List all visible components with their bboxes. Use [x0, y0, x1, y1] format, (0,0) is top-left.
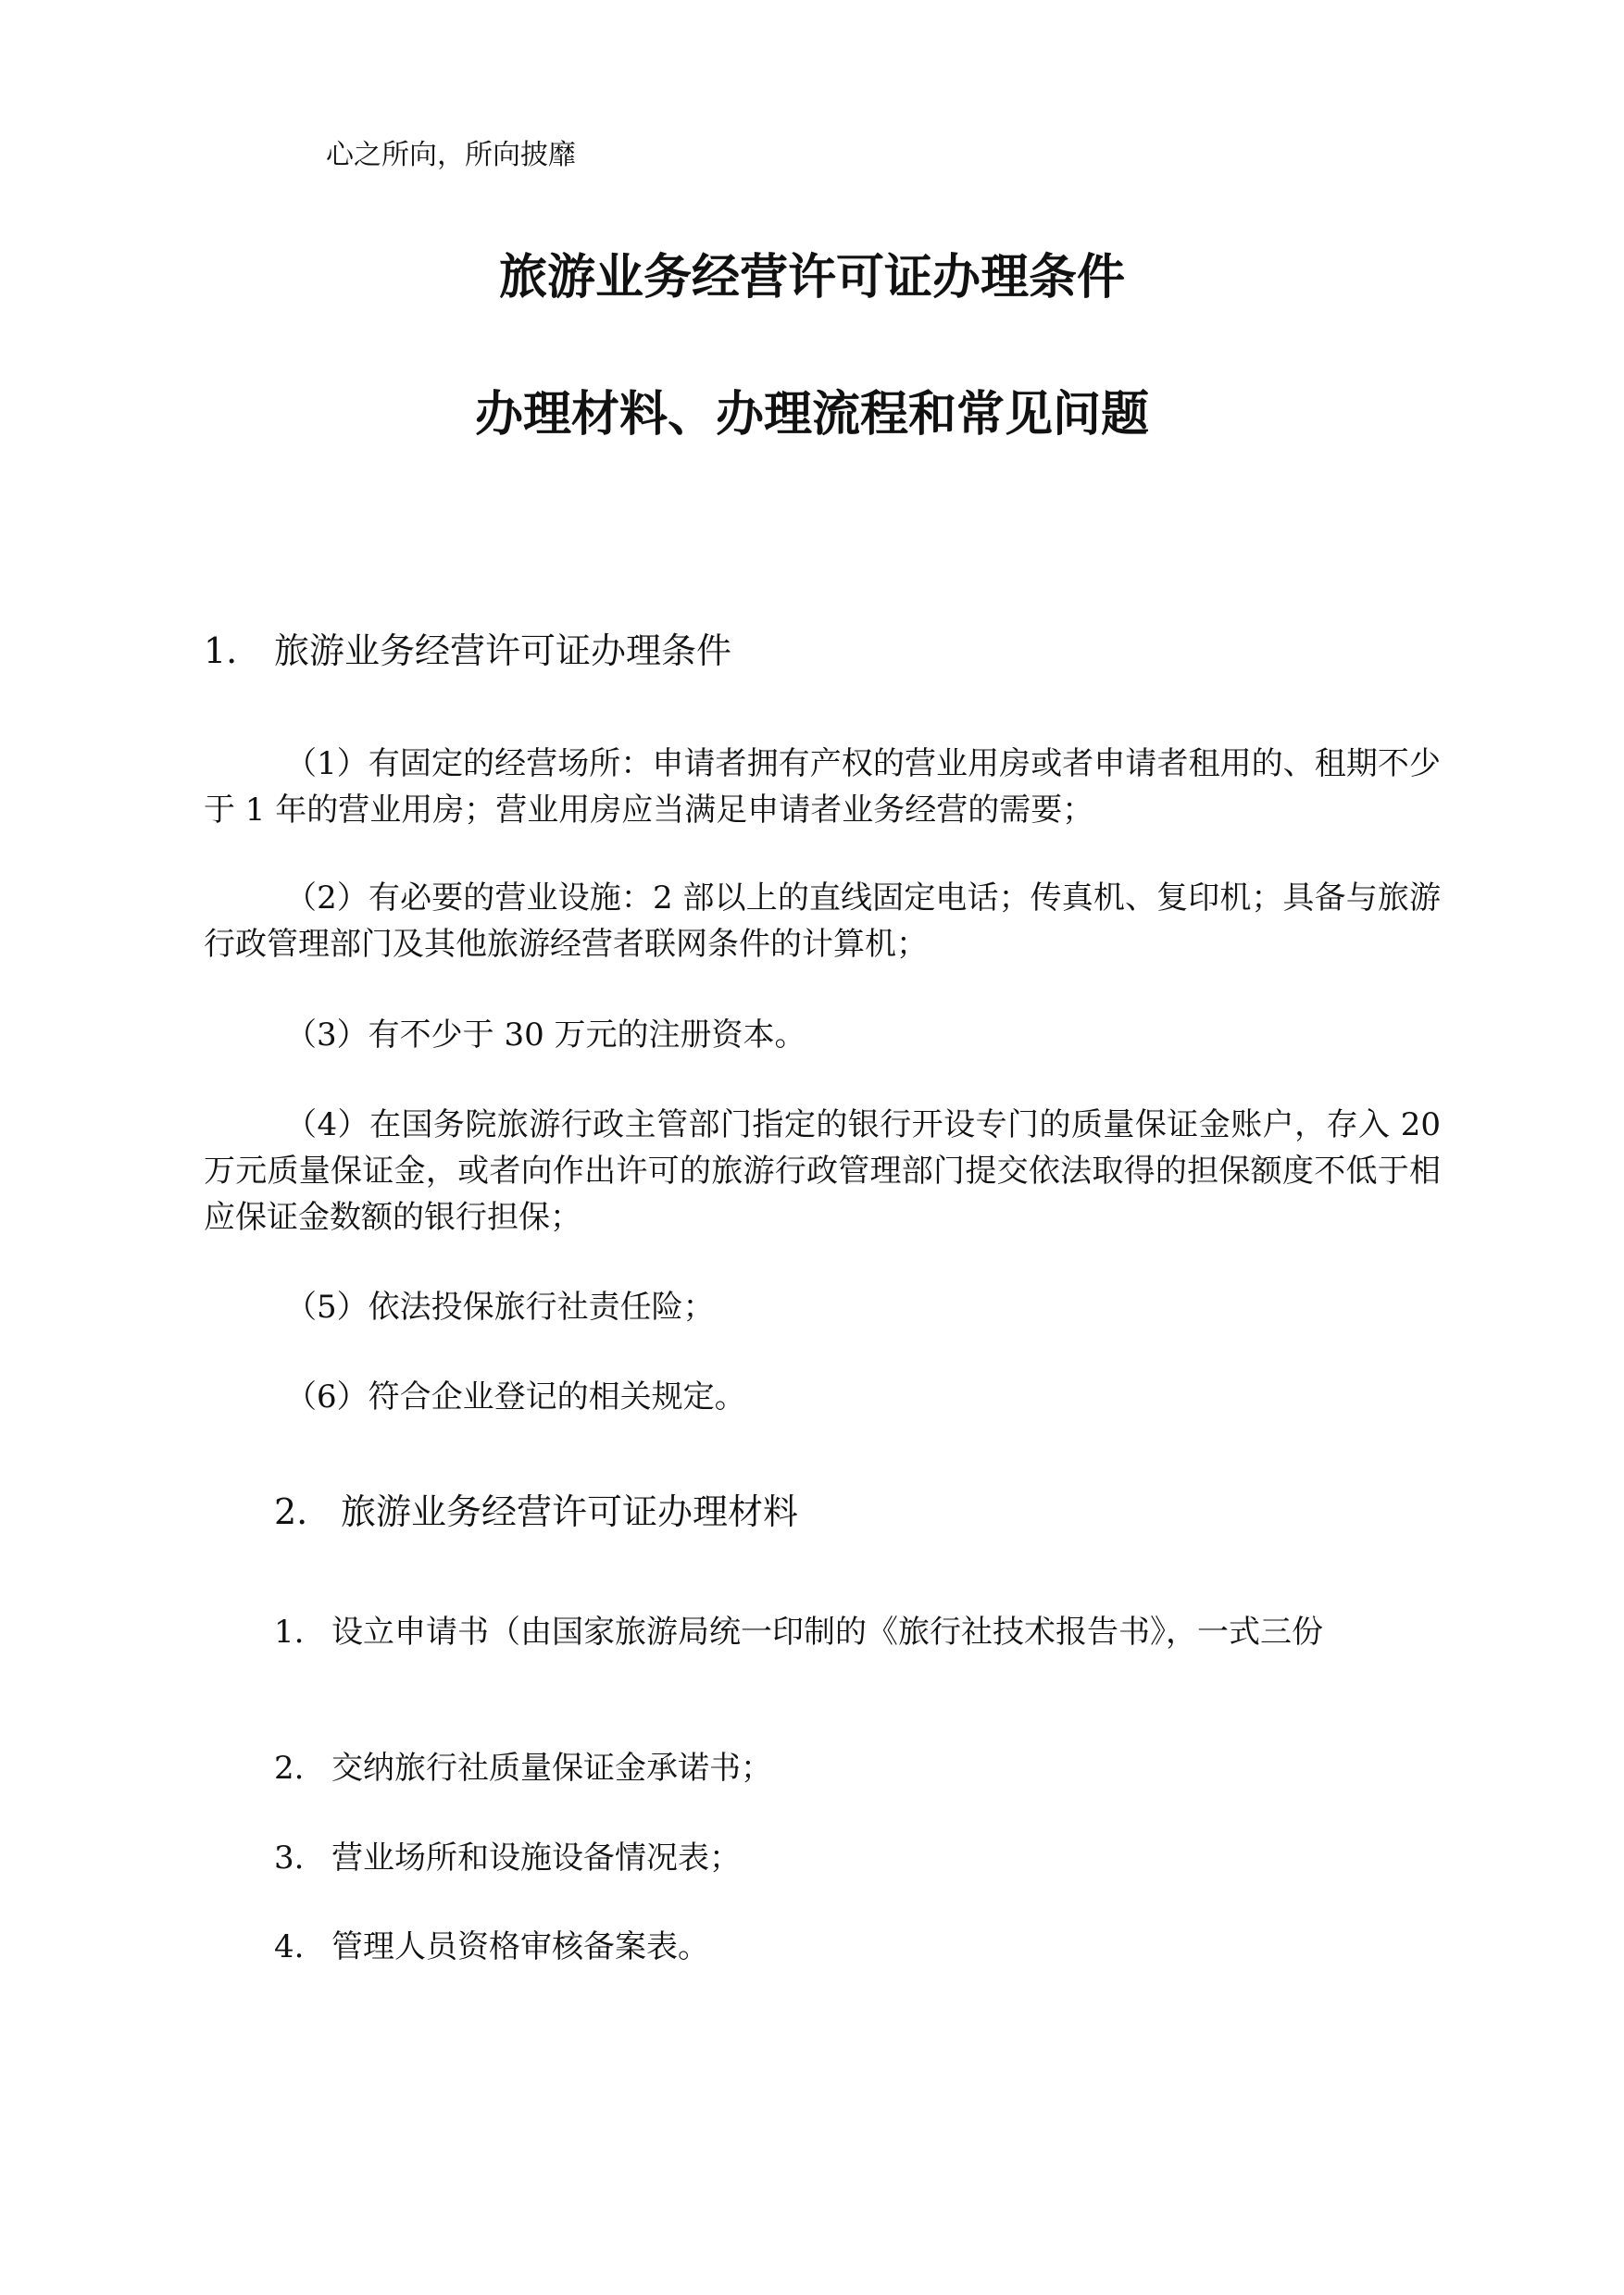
material-list-item — [204, 1609, 1441, 1655]
material-item-number: 3. — [274, 1840, 305, 1877]
condition-paragraph-4: （4）在国务院旅游行政主管部门指定的银行开设专门的质量保证金账户，存入 20 万元质量保证金，或者向作出许可的旅游行政管理部门提交依法取得的担保额度不低于相应保证金数额的银行担保； — [204, 1106, 1441, 1236]
section-1-heading — [204, 628, 731, 674]
material-list-item — [204, 1745, 1441, 1791]
condition-paragraph-3: （3）有不少于 30 万元的注册资本。 — [285, 1017, 806, 1054]
material-item-text: 管理人员资格审核备案表。 — [331, 1928, 709, 1965]
document-title-line-1: 旅游业务经营许可证办理条件 — [498, 250, 1125, 306]
section-1-title: 旅游业务经营许可证办理条件 — [274, 630, 732, 671]
material-item-number: 4. — [274, 1928, 305, 1965]
section-2-title: 旅游业务经营许可证办理材料 — [341, 1491, 799, 1532]
condition-paragraph-2: （2）有必要的营业设施：2 部以上的直线固定电话；传真机、复印机；具备与旅游行政管理部门及其他旅游经营者联网条件的计算机； — [204, 879, 1441, 963]
section-1-number: 1. — [204, 630, 238, 671]
condition-paragraph-5: （5）依法投保旅行社责任险； — [285, 1289, 715, 1326]
material-item-text: 交纳旅行社质量保证金承诺书； — [331, 1750, 772, 1787]
material-item-number: 2. — [274, 1750, 305, 1787]
document-title-line-2: 办理材料、办理流程和常见问题 — [474, 387, 1149, 443]
condition-paragraph-1: （1）有固定的经营场所：申请者拥有产权的营业用房或者申请者租用的、租期不少于 1 年的营业用房；营业用房应当满足申请者业务经营的需要； — [204, 745, 1441, 829]
material-item-text: 营业场所和设施设备情况表； — [331, 1840, 741, 1877]
material-list-item — [204, 1924, 1441, 1970]
header-note: 心之所向，所向披靡 — [326, 139, 576, 171]
section-2-number: 2. — [274, 1491, 308, 1532]
condition-paragraph-6: （6）符合企业登记的相关规定。 — [285, 1378, 746, 1416]
material-item-number: 1. — [274, 1614, 305, 1651]
section-2-heading — [274, 1489, 798, 1535]
material-item-text: 设立申请书（由国家旅游局统一印制的《旅行社技术报告书》，一式三份 — [331, 1614, 1323, 1651]
material-list-item — [204, 1835, 1441, 1881]
